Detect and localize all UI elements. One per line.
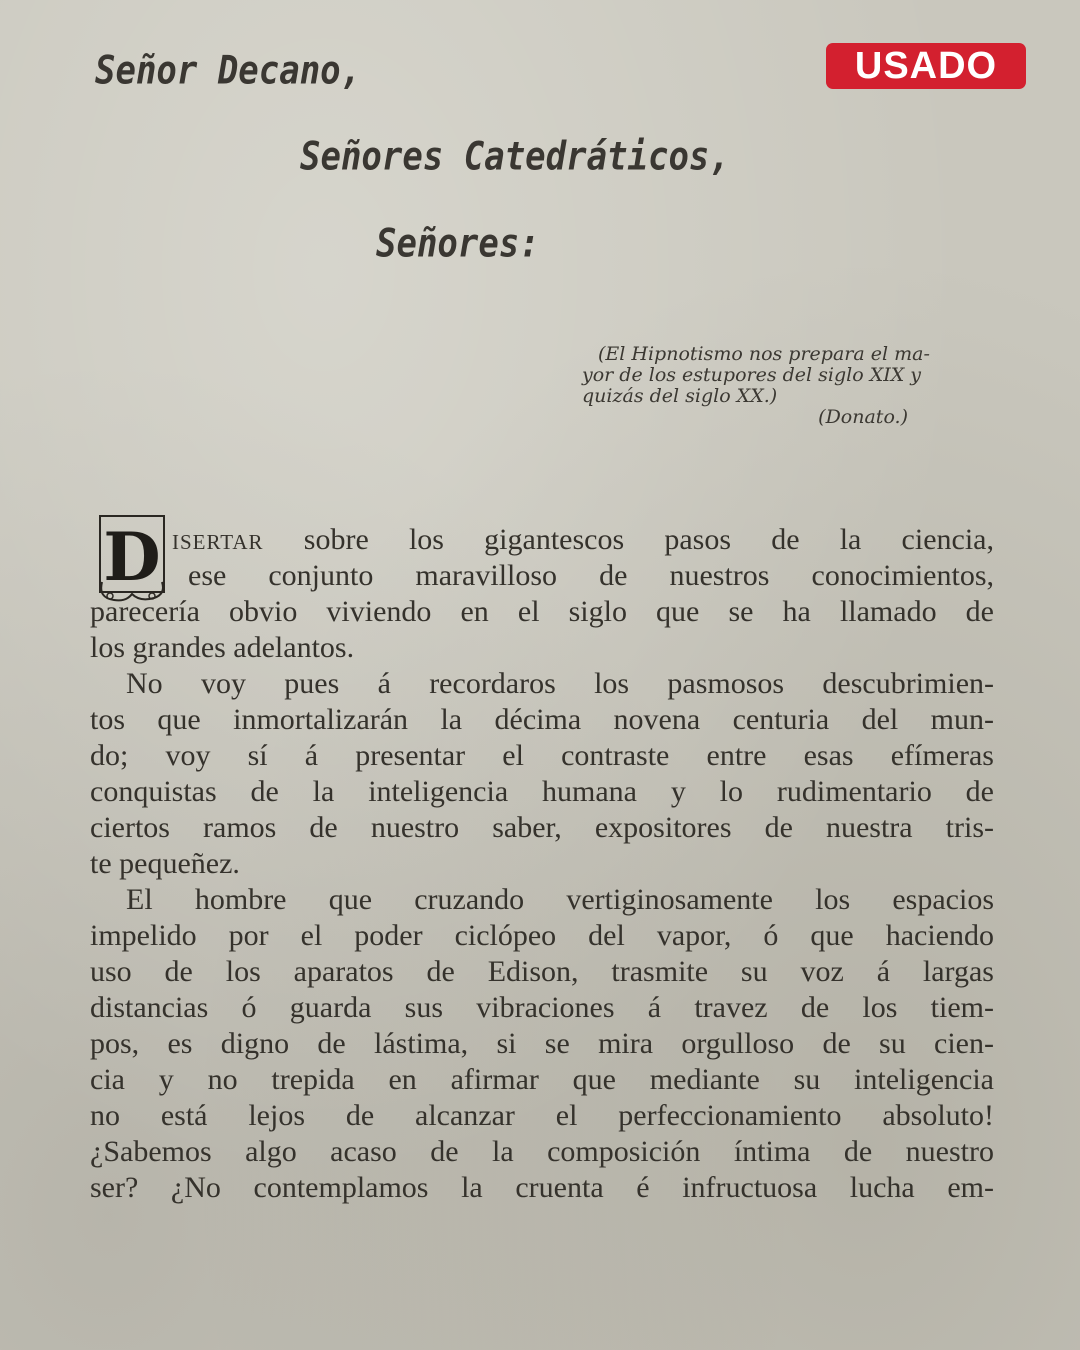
text-line: El hombre que cruzando vertiginosamente los espacios — [126, 883, 994, 916]
text-line: parecería obvio viviendo en el siglo que se ha llamado de — [90, 595, 994, 628]
opening-word: isertar — [172, 523, 264, 556]
dropcap-letter: D — [103, 518, 161, 596]
text-line: los grandes adelantos. — [90, 631, 355, 664]
text-line: no está lejos de alcanzar el perfeccionamiento absoluto! — [90, 1099, 994, 1132]
text-line: do; voy sí á presentar el contraste entre esas efímeras — [90, 739, 994, 772]
body-text — [90, 522, 994, 1206]
text-line: isertar sobre los gigantescos pasos de la ciencia, — [172, 523, 994, 556]
text-line: impelido por el poder ciclópeo del vapor, ó que haciendo — [90, 919, 994, 952]
text-line: ser? ¿No contemplamos la cruenta é infructuosa lucha em- — [90, 1171, 994, 1204]
text-line: uso de los aparatos de Edison, trasmite su voz á largas — [90, 955, 994, 988]
text-line: tos que inmortalizarán la décima novena centuria del mun- — [90, 703, 994, 736]
salutation-dean: Señor Decano, — [95, 48, 362, 94]
text-line: ¿Sabemos algo acaso de la composición íntima de nuestro — [90, 1135, 994, 1168]
epigraph-line: quizás del siglo XX.) — [582, 385, 778, 407]
text-line: cia y no trepida en afirmar que mediante su inteligencia — [90, 1063, 994, 1096]
epigraph-attribution: (Donato.) — [818, 406, 908, 428]
epigraph-line: (El Hipnotismo nos prepara el ma- — [598, 343, 930, 365]
text-line: distancias ó guarda sus vibraciones á travez de los tiem- — [90, 991, 994, 1024]
text-line: No voy pues á recordaros los pasmosos descubrimien- — [126, 667, 994, 700]
condition-badge: USADO — [826, 43, 1026, 89]
epigraph — [582, 344, 994, 428]
salutation-gentlemen: Señores: — [376, 221, 540, 267]
text-line: conquistas de la inteligencia humana y lo rudimentario de — [90, 775, 994, 808]
text-line: te pequeñez. — [90, 847, 240, 880]
text-line: pos, es digno de lástima, si se mira orgulloso de su cien- — [90, 1027, 994, 1060]
epigraph-line: yor de los estupores del siglo XIX y — [582, 364, 922, 386]
salutation-professors: Señores Catedráticos, — [300, 134, 730, 180]
text-line: ese conjunto maravilloso de nuestros conocimientos, — [188, 559, 994, 592]
text-line: ciertos ramos de nuestro saber, expositores de nuestra tris- — [90, 811, 994, 844]
